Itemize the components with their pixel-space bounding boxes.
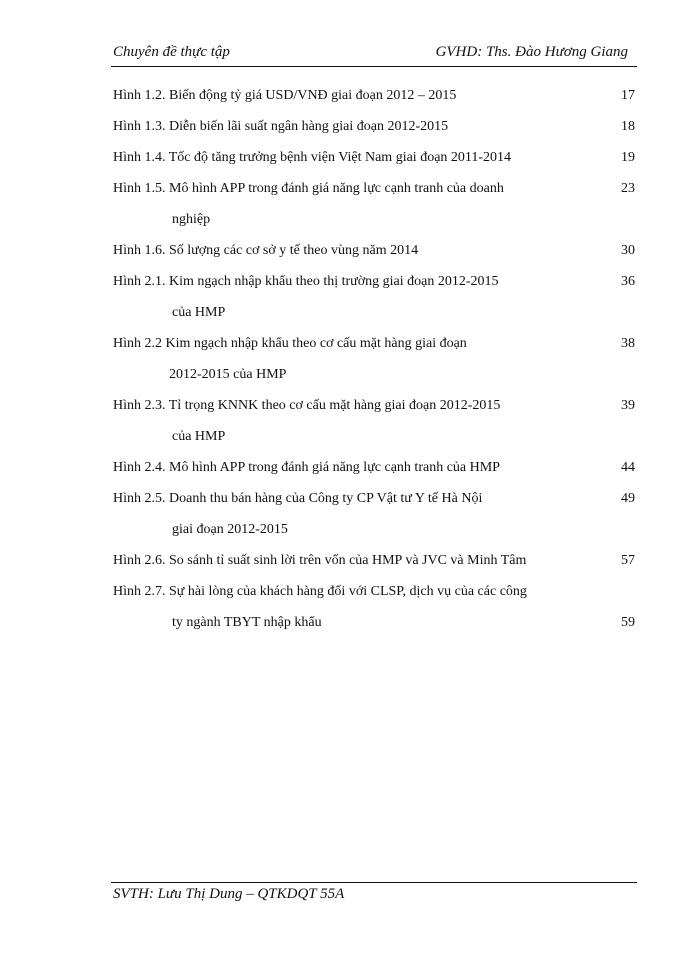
figure-caption: Hình 1.5. Mô hình APP trong đánh giá năng lực cạnh tranh của doanh [113, 181, 504, 196]
figure-caption: Hình 2.1. Kim ngạch nhập khẩu theo thị trường giai đoạn 2012-2015 [113, 274, 499, 289]
page-number: 19 [621, 150, 635, 165]
figure-caption: Hình 1.4. Tốc độ tăng trưởng bệnh viện Việt Nam giai đoạn 2011-2014 [113, 150, 512, 165]
page-number: 59 [621, 615, 635, 630]
page-number: 23 [621, 181, 635, 196]
figure-caption-continuation: của HMP [172, 429, 226, 444]
header-left-text: Chuyên đề thực tập [113, 44, 230, 60]
figure-caption: Hình 1.6. Số lượng các cơ sở y tế theo vùng năm 2014 [113, 243, 419, 258]
footer-divider [111, 882, 637, 883]
page-number: 38 [621, 336, 635, 351]
figure-caption-continuation: 2012-2015 của HMP [169, 367, 287, 382]
page-number: 36 [621, 274, 635, 289]
page-number: 30 [621, 243, 635, 258]
page-number: 17 [621, 88, 635, 103]
figure-caption: Hình 2.7. Sự hài lòng của khách hàng đối với CLSP, dịch vụ của các công [113, 584, 527, 599]
figure-caption-continuation: ty ngành TBYT nhập khẩu [172, 615, 322, 630]
page-number: 49 [621, 491, 635, 506]
page-header [111, 44, 637, 66]
page-number: 18 [621, 119, 635, 134]
header-divider [111, 66, 637, 67]
figure-caption-continuation: giai đoạn 2012-2015 [172, 522, 288, 537]
header-right-text: GVHD: Ths. Đào Hương Giang [435, 44, 628, 60]
figure-caption: Hình 2.2 Kim ngạch nhập khẩu theo cơ cấu mặt hàng giai đoạn [113, 336, 467, 351]
figure-caption: Hình 2.4. Mô hình APP trong đánh giá năng lực cạnh tranh của HMP [113, 460, 500, 475]
figure-caption: Hình 1.3. Diễn biến lãi suất ngân hàng giai đoạn 2012-2015 [113, 119, 449, 134]
figure-caption: Hình 2.5. Doanh thu bán hàng của Công ty CP Vật tư Y tế Hà Nội [113, 491, 483, 506]
page-footer: SVTH: Lưu Thị Dung – QTKDQT 55A [113, 886, 345, 902]
page-number: 44 [621, 460, 635, 475]
page-number: 39 [621, 398, 635, 413]
figure-caption-continuation: của HMP [172, 305, 226, 320]
figure-caption: Hình 1.2. Biến động tỷ giá USD/VNĐ giai đoạn 2012 – 2015 [113, 88, 457, 103]
page-number: 57 [621, 553, 635, 568]
figure-caption: Hình 2.6. So sánh tỉ suất sinh lời trên vốn của HMP và JVC và Minh Tâm [113, 553, 527, 568]
figure-caption: Hình 2.3. Tỉ trọng KNNK theo cơ cấu mặt hàng giai đoạn 2012-2015 [113, 398, 501, 413]
figure-caption-continuation: nghiệp [172, 212, 211, 227]
